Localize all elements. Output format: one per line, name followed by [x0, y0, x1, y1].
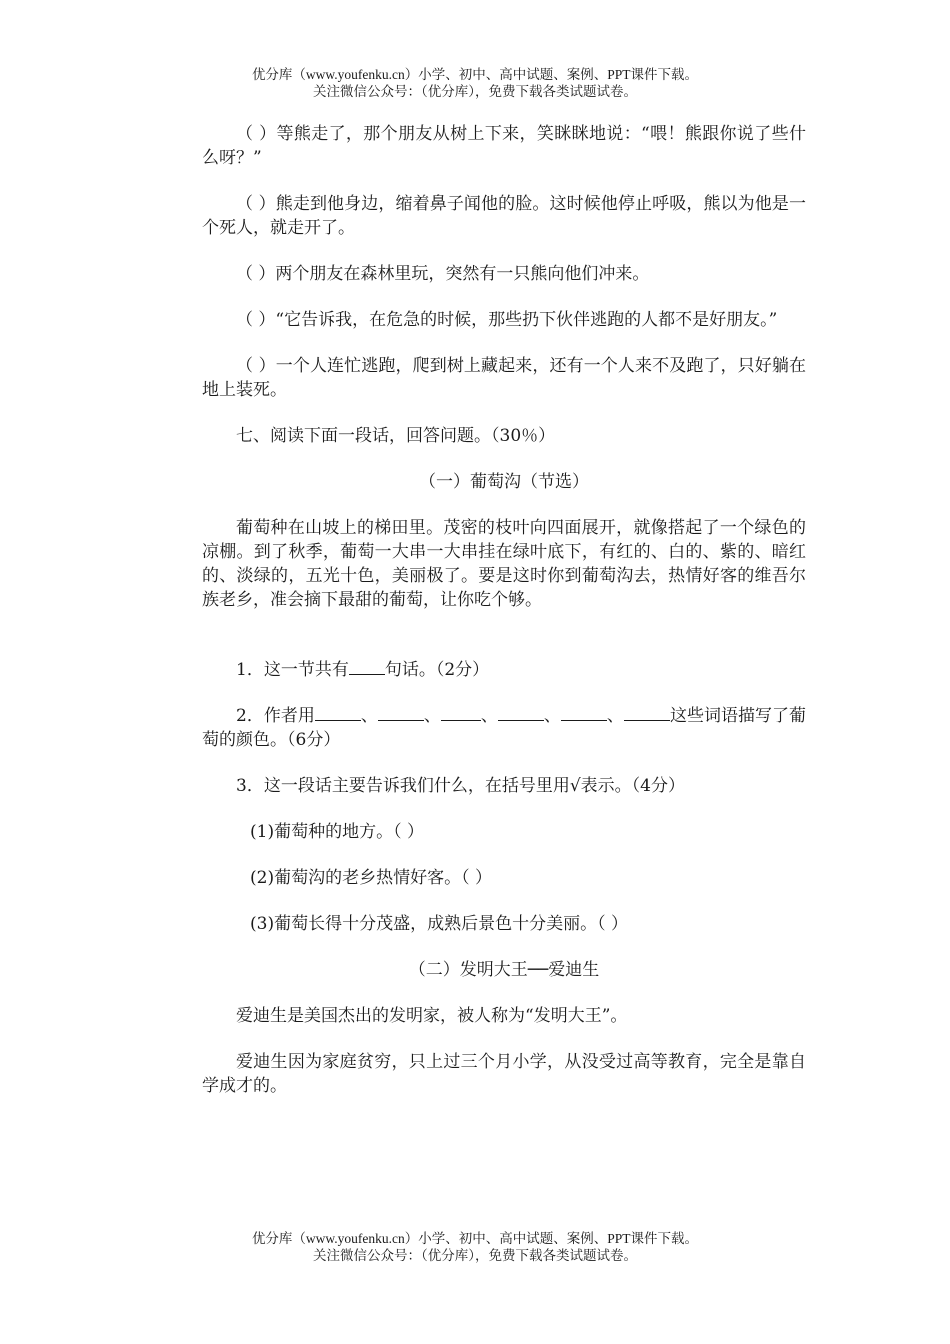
- separator: 、: [480, 706, 498, 726]
- question-1: [202, 658, 806, 682]
- passage-text: 葡萄种在山坡上的梯田里。茂密的枝叶向四面展开，就像搭起了一个绿色的凉棚。到了秋季，葡萄一大串一大串挂在绿叶底下，有红的、白的、紫的、暗红的、淡绿的，五光十色，美丽极了。要是这时你到葡萄沟去，热情好客的维吾尔族老乡，准会摘下最甜的葡萄，让你吃个够。: [202, 518, 806, 610]
- option-item: (2)葡萄沟的老乡热情好客。（ ）: [250, 868, 492, 888]
- question-2-end: 这些词语描写了葡萄的颜色。（6分）: [202, 706, 806, 750]
- ordering-item: （ ）“它告诉我，在危急的时候，那些扔下伙伴逃跑的人都不是好朋友。”: [236, 310, 778, 330]
- answer-blank[interactable]: [561, 704, 607, 721]
- answer-blank[interactable]: [378, 704, 424, 721]
- footer-line-1: 优分库（www.youfenku.cn）小学、初中、高中试题、案例、PPT课件下载。: [251, 1231, 699, 1246]
- ordering-item: （ ）熊走到他身边，缩着鼻子闻他的脸。这时候他停止呼吸，熊以为他是一个死人，就走开了。: [202, 194, 806, 238]
- document-body: [202, 122, 806, 1120]
- separator: 、: [423, 706, 441, 726]
- page-header: [0, 66, 950, 100]
- passage-paragraph: 爱迪生是美国杰出的发明家，被人称为“发明大王”。: [236, 1006, 628, 1026]
- passage-title: （一）葡萄沟（节选）: [419, 472, 589, 492]
- passage-title: （二）发明大王──爱迪生: [408, 960, 600, 980]
- ordering-item: （ ）等熊走了，那个朋友从树上下来，笑眯眯地说：“喂！熊跟你说了些什么呀？”: [202, 124, 806, 168]
- question-1-text: 1．这一节共有: [236, 660, 349, 680]
- header-line-1: 优分库（www.youfenku.cn）小学、初中、高中试题、案例、PPT课件下载。: [251, 67, 699, 82]
- question-1-text-end: 句话。（2分）: [384, 660, 490, 680]
- option-item: (3)葡萄长得十分茂盛，成熟后景色十分美丽。（ ）: [250, 914, 628, 934]
- separator: 、: [543, 706, 561, 726]
- answer-blank[interactable]: [498, 704, 544, 721]
- question-2: [202, 704, 806, 752]
- question-2-start: 2．作者用: [236, 706, 315, 726]
- option-item: (1)葡萄种的地方。（ ）: [250, 822, 424, 842]
- separator: 、: [360, 706, 378, 726]
- answer-blank[interactable]: [349, 658, 385, 675]
- footer-line-2: 关注微信公众号：（优分库），免费下载各类试题试卷。: [313, 1248, 637, 1263]
- header-line-2: 关注微信公众号：（优分库），免费下载各类试题试卷。: [313, 84, 637, 99]
- answer-blank[interactable]: [315, 704, 361, 721]
- answer-blank[interactable]: [624, 704, 670, 721]
- page-footer: [0, 1230, 950, 1264]
- ordering-item: （ ）两个朋友在森林里玩，突然有一只熊向他们冲来。: [236, 264, 650, 284]
- passage-paragraph: 爱迪生因为家庭贫穷，只上过三个月小学，从没受过高等教育，完全是靠自学成才的。: [202, 1052, 806, 1096]
- separator: 、: [606, 706, 624, 726]
- answer-blank[interactable]: [441, 704, 481, 721]
- question-3: 3．这一段话主要告诉我们什么，在括号里用√表示。（4分）: [236, 776, 685, 796]
- ordering-item: （ ）一个人连忙逃跑，爬到树上藏起来，还有一个人来不及跑了，只好躺在地上装死。: [202, 356, 806, 400]
- section-heading: 七、阅读下面一段话，回答问题。（30％）: [236, 426, 556, 446]
